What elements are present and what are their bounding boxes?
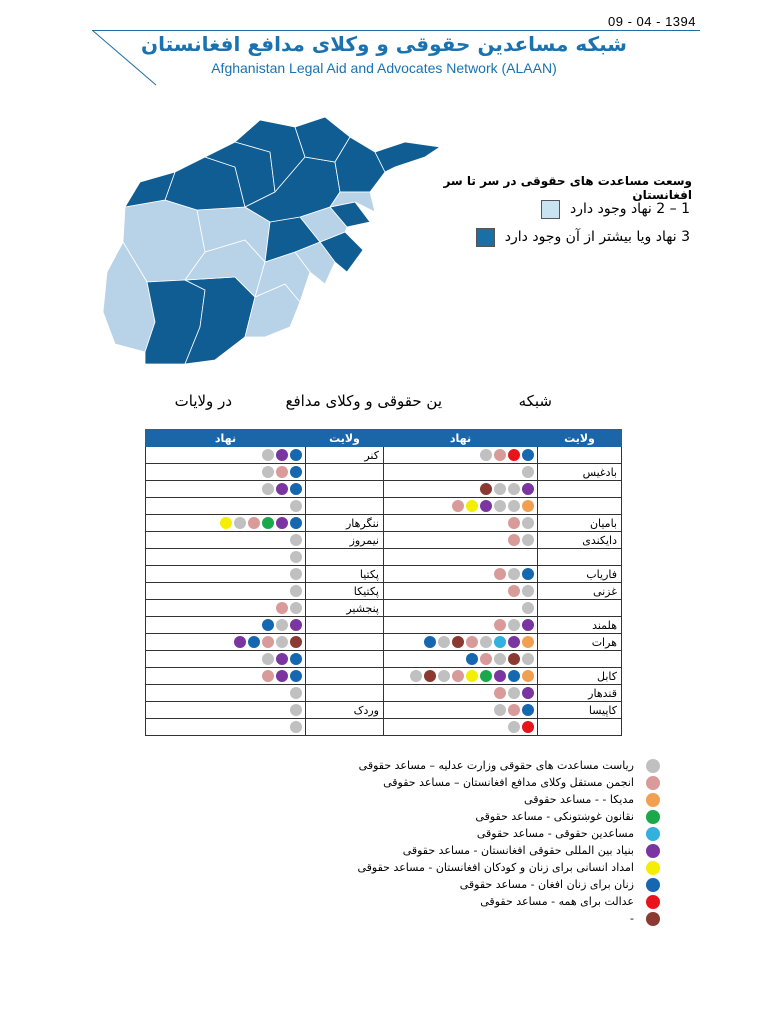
organization-dot	[508, 670, 520, 682]
organization-dot	[508, 449, 520, 461]
province-cell: بادغیس	[538, 464, 622, 481]
province-cell: کنر	[306, 447, 384, 464]
key-label: ریاست مساعدت های حقوقی وزارت عدلیه – مساعد حقوقی	[358, 759, 634, 772]
organization-dot	[290, 568, 302, 580]
provinces-table	[145, 429, 622, 736]
key-dot	[646, 827, 660, 841]
province-cell: پنجشیر	[306, 600, 384, 617]
province-cell	[538, 719, 622, 736]
organization-dot	[262, 619, 274, 631]
key-item	[240, 791, 660, 808]
province-cell	[538, 447, 622, 464]
organization-dot	[438, 670, 450, 682]
table-row	[146, 566, 622, 583]
key-label: -	[630, 912, 634, 925]
organization-dot	[262, 466, 274, 478]
key-label: انجمن مستقل وکلای مدافع افغانستان – مساعد حقوقی	[383, 776, 634, 789]
header-organization: نهاد	[146, 430, 306, 447]
key-label: زنان برای زنان افغان - مساعد حقوقی	[459, 878, 634, 891]
table-row	[146, 498, 622, 515]
header-province: ولایت	[306, 430, 384, 447]
afghanistan-provinces-map	[85, 112, 445, 374]
organization-dot	[494, 500, 506, 512]
organization-dot	[290, 721, 302, 733]
organization-dot	[508, 534, 520, 546]
province-cell: غزنی	[538, 583, 622, 600]
organization-dot	[290, 687, 302, 699]
key-item	[240, 842, 660, 859]
legend-item-dark	[476, 227, 690, 247]
key-item	[240, 774, 660, 791]
organization-dots-cell	[384, 719, 538, 736]
organization-dots-cell	[146, 447, 306, 464]
organization-dots-cell	[146, 583, 306, 600]
organization-dot	[234, 517, 246, 529]
organization-dot	[522, 619, 534, 631]
organization-dot	[494, 483, 506, 495]
organization-dot	[290, 517, 302, 529]
organization-dot	[480, 670, 492, 682]
key-dot	[646, 844, 660, 858]
key-item	[240, 910, 660, 927]
organization-dot	[438, 636, 450, 648]
table-row	[146, 668, 622, 685]
organization-dots-cell	[384, 464, 538, 481]
organization-dot	[522, 721, 534, 733]
province-cell: وردک	[306, 702, 384, 719]
organization-dot	[466, 636, 478, 648]
key-dot	[646, 776, 660, 790]
province-cell	[306, 549, 384, 566]
key-label: نقانون غوښتونکی - مساعد حقوقی	[475, 810, 634, 823]
organization-dot	[276, 636, 288, 648]
organization-dot	[424, 670, 436, 682]
organization-dots-cell	[146, 634, 306, 651]
province-cell	[306, 617, 384, 634]
organization-dot	[508, 653, 520, 665]
organization-dot	[452, 636, 464, 648]
key-label: مدیکا - - مساعد حقوقی	[524, 793, 634, 806]
province-cell	[538, 498, 622, 515]
province-cell	[538, 651, 622, 668]
organization-dot	[262, 483, 274, 495]
subtitle-part: شبکه	[518, 392, 552, 410]
organization-dot	[494, 653, 506, 665]
organization-dots-cell	[146, 668, 306, 685]
organization-dots-cell	[146, 464, 306, 481]
organization-dots-cell	[384, 549, 538, 566]
organization-dot	[290, 704, 302, 716]
organization-dots-cell	[146, 617, 306, 634]
organization-dot	[466, 653, 478, 665]
key-label: امداد انسانی برای زنان و کودکان افغانستان - مساعد حقوقی	[357, 861, 634, 874]
key-item	[240, 757, 660, 774]
organization-dot	[276, 483, 288, 495]
organization-dots-cell	[384, 617, 538, 634]
province-cell	[306, 668, 384, 685]
province-cell: کابل	[538, 668, 622, 685]
organization-dot	[410, 670, 422, 682]
organization-dots-cell	[384, 600, 538, 617]
organization-dot	[522, 653, 534, 665]
organization-dot	[508, 517, 520, 529]
key-dot	[646, 912, 660, 926]
key-item	[240, 893, 660, 910]
organization-dot	[522, 466, 534, 478]
organization-dots-cell	[146, 685, 306, 702]
province-cell	[306, 498, 384, 515]
organization-dot	[494, 449, 506, 461]
table-row	[146, 481, 622, 498]
organization-dot	[276, 670, 288, 682]
province-cell: هلمند	[538, 617, 622, 634]
organization-dot	[480, 653, 492, 665]
province-cell	[306, 481, 384, 498]
organization-dots-cell	[146, 702, 306, 719]
organization-dot	[290, 585, 302, 597]
organization-dot	[508, 636, 520, 648]
organization-dot	[290, 449, 302, 461]
province-cell	[306, 719, 384, 736]
organization-dot	[522, 483, 534, 495]
key-item	[240, 876, 660, 893]
header-province: ولایت	[538, 430, 622, 447]
organization-dot	[522, 687, 534, 699]
province-cell: قندهار	[538, 685, 622, 702]
organization-dot	[290, 619, 302, 631]
organization-dot	[522, 636, 534, 648]
organization-dot	[508, 619, 520, 631]
province-cell	[306, 685, 384, 702]
province-cell	[306, 464, 384, 481]
organization-dots-cell	[146, 651, 306, 668]
legend-item-light	[541, 199, 690, 219]
subtitle-part: ین حقوقی و وکلای مدافع	[285, 392, 442, 410]
table-row	[146, 549, 622, 566]
organization-dot	[276, 517, 288, 529]
organization-dot	[494, 704, 506, 716]
organization-dot	[508, 483, 520, 495]
organization-dots-cell	[384, 634, 538, 651]
organization-dot	[290, 653, 302, 665]
organization-dot	[480, 483, 492, 495]
organization-dots-cell	[146, 549, 306, 566]
document-date: 09 - 04 - 1394	[608, 14, 696, 29]
organization-dot	[508, 585, 520, 597]
organization-dot	[494, 670, 506, 682]
organization-dots-cell	[384, 566, 538, 583]
table-row	[146, 532, 622, 549]
province-cell: کاپیسا	[538, 702, 622, 719]
key-dot	[646, 759, 660, 773]
organization-dot	[466, 670, 478, 682]
organization-dot	[276, 449, 288, 461]
organization-dot	[494, 687, 506, 699]
organization-dot	[262, 636, 274, 648]
organization-dot	[262, 449, 274, 461]
organization-dot	[522, 602, 534, 614]
table-row	[146, 634, 622, 651]
organization-dots-cell	[384, 651, 538, 668]
organization-dot	[508, 704, 520, 716]
table-row	[146, 702, 622, 719]
organization-dots-cell	[384, 685, 538, 702]
organization-dots-cell	[384, 481, 538, 498]
table-row	[146, 685, 622, 702]
organization-dots-cell	[384, 515, 538, 532]
table-row	[146, 719, 622, 736]
organization-dots-cell	[384, 498, 538, 515]
map-province	[375, 142, 440, 172]
title-english: Afghanistan Legal Aid and Advocates Network (ALAAN)	[211, 60, 557, 76]
table-row	[146, 447, 622, 464]
organization-dot	[494, 568, 506, 580]
organization-dot	[248, 517, 260, 529]
province-cell: فاریاب	[538, 566, 622, 583]
legend-swatch-dark	[476, 228, 495, 247]
province-cell: بامیان	[538, 515, 622, 532]
key-item	[240, 808, 660, 825]
organization-dot	[522, 534, 534, 546]
title-persian: شبکه مساعدین حقوقی و وکلای مدافع افغانستان	[141, 32, 627, 56]
organization-dot	[522, 500, 534, 512]
province-cell: نیمروز	[306, 532, 384, 549]
organization-dot	[234, 636, 246, 648]
province-cell: پکتیکا	[306, 583, 384, 600]
key-label: عدالت برای همه - مساعد حقوقی	[480, 895, 634, 908]
organization-dot	[522, 704, 534, 716]
organization-dots-cell	[146, 498, 306, 515]
organization-dot	[508, 721, 520, 733]
organization-dot	[276, 619, 288, 631]
province-cell	[538, 600, 622, 617]
organization-dot	[262, 653, 274, 665]
table-row	[146, 617, 622, 634]
organization-dot	[424, 636, 436, 648]
organization-dot	[508, 687, 520, 699]
organization-dots-cell	[384, 532, 538, 549]
organization-dots-cell	[384, 668, 538, 685]
organization-dot	[480, 500, 492, 512]
province-cell: پکتیا	[306, 566, 384, 583]
key-item	[240, 825, 660, 842]
key-item	[240, 859, 660, 876]
organization-dots-cell	[384, 583, 538, 600]
organization-dot	[466, 500, 478, 512]
organization-dot	[522, 517, 534, 529]
organization-dots-cell	[146, 515, 306, 532]
organization-dots-cell	[146, 719, 306, 736]
organization-dots-cell	[146, 566, 306, 583]
key-dot	[646, 895, 660, 909]
organization-dot	[494, 636, 506, 648]
table-row	[146, 464, 622, 481]
subtitle-part: در ولایات	[174, 392, 232, 410]
organization-dot	[290, 670, 302, 682]
legend-title: وسعت مساعدت های حقوقی در سر تا سر افغانستان	[443, 174, 692, 202]
organization-dot	[248, 636, 260, 648]
organization-dot	[290, 636, 302, 648]
organization-dot	[290, 602, 302, 614]
organization-dot	[522, 585, 534, 597]
legend-label: 1 – 2 نهاد وجود دارد	[570, 201, 690, 217]
province-cell: هرات	[538, 634, 622, 651]
organization-dot	[276, 602, 288, 614]
organization-dot	[522, 449, 534, 461]
legend-swatch-light	[541, 200, 560, 219]
table-row	[146, 600, 622, 617]
organization-dots-cell	[146, 481, 306, 498]
organization-dot	[262, 517, 274, 529]
organization-dots-cell	[384, 702, 538, 719]
organization-dot	[290, 483, 302, 495]
organization-dot	[276, 466, 288, 478]
table-row	[146, 583, 622, 600]
organization-dot	[508, 500, 520, 512]
organization-dot	[220, 517, 232, 529]
organization-dot	[508, 568, 520, 580]
header-rule	[92, 30, 700, 31]
key-label: بنیاد بین المللی حقوقی افغانستان - مساعد حقوقی	[402, 844, 634, 857]
organization-dot	[452, 500, 464, 512]
organization-dot	[290, 534, 302, 546]
organization-dot	[262, 670, 274, 682]
key-dot	[646, 878, 660, 892]
organization-dot	[290, 500, 302, 512]
organization-dots-cell	[146, 600, 306, 617]
organization-dot	[480, 636, 492, 648]
key-label: مساعدین حقوقی - مساعد حقوقی	[476, 827, 634, 840]
table-row	[146, 515, 622, 532]
organization-dot	[452, 670, 464, 682]
organization-dot	[522, 568, 534, 580]
key-dot	[646, 861, 660, 875]
province-cell	[306, 651, 384, 668]
province-cell	[306, 634, 384, 651]
organization-dot	[522, 670, 534, 682]
key-dot	[646, 810, 660, 824]
organization-dot	[290, 466, 302, 478]
organization-dot	[480, 449, 492, 461]
province-cell: ننگرهار	[306, 515, 384, 532]
province-cell	[538, 549, 622, 566]
key-dot	[646, 793, 660, 807]
organization-dots-cell	[384, 447, 538, 464]
table-row	[146, 651, 622, 668]
header-organization: نهاد	[384, 430, 538, 447]
organization-key-list	[240, 757, 660, 927]
province-cell	[538, 481, 622, 498]
legend-label: 3 نهاد ویا بیشتر از آن وجود دارد	[504, 229, 690, 245]
province-cell: دایکندی	[538, 532, 622, 549]
organization-dot	[276, 653, 288, 665]
organization-dots-cell	[146, 532, 306, 549]
organization-dot	[494, 619, 506, 631]
organization-dot	[290, 551, 302, 563]
